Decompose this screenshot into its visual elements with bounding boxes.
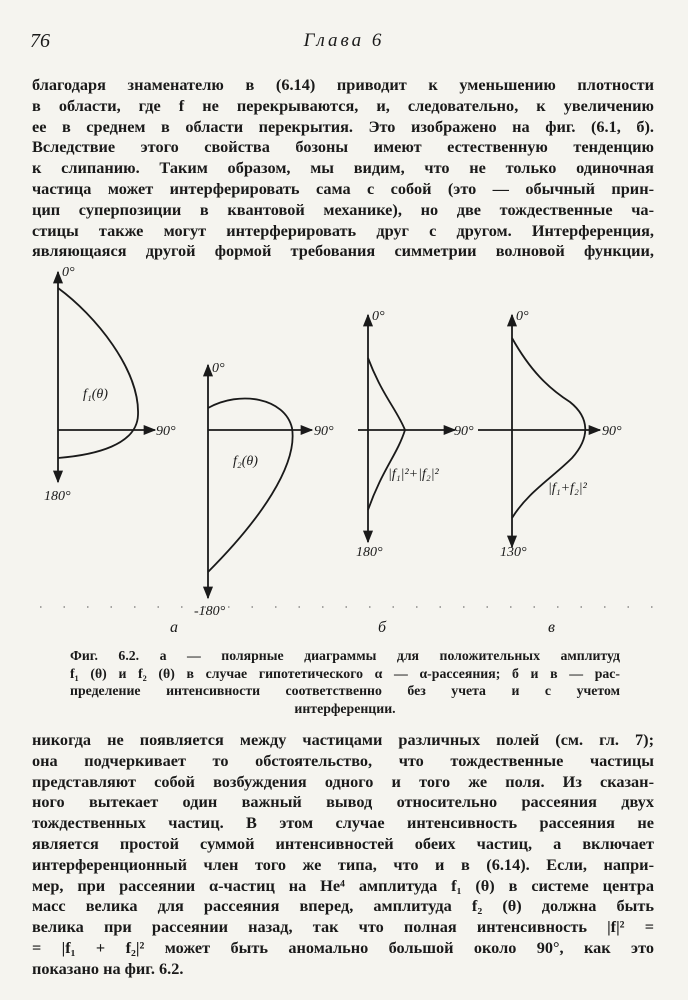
paragraph-1-line: стицы также могут интерферировать друг с другом. Интерференция, [32,220,654,240]
caption-line: Фиг. 6.2. а — полярные диаграммы для положительных амплитуд [70,648,620,663]
paragraph-2-line: мер, при рассеянии α-частиц на He⁴ амплитуда f₁ (θ) в системе центра [32,875,654,895]
label-a1-top: 0° [62,265,75,280]
paragraph-2-line: интерференционный член того же типа, что и в (6.14). Если, напри- [32,854,654,874]
label-a2-top: 0° [212,361,225,376]
running-title: Глава 6 [303,30,385,51]
paragraph-2 [32,730,654,980]
label-a1-bottom: 180° [44,489,71,504]
polar-diagram-f2 [208,365,312,598]
paragraph-2-line: ного вытекает один важный вывод относительно рассеяния двух [32,792,654,812]
curve-b [368,358,405,510]
paragraph-2-line: является простой суммой интенсивностей обеих частиц, а включает [32,833,654,853]
polar-diagram-f1 [58,272,155,482]
label-c-curve: |f₁+f₂|² [548,481,587,496]
paragraph-1-line: в области, где f не перекрываются, и, следовательно, к увеличению [32,95,654,115]
label-b-right: 90° [454,424,474,439]
paragraph-1-line: частица может интерферировать сама с собой (это — обычный прин- [32,178,654,198]
paragraph-2-line: масс велика для рассеяния вперед, амплитуда f₂ (θ) должна быть [32,896,654,916]
paragraph-1-line: цип суперпозиции в квантовой механике), но две тождественные ча- [32,199,654,219]
label-a2-right: 90° [314,424,334,439]
paragraph-2-line: показано на фиг. 6.2. [32,958,184,978]
label-b-bottom: 180° [356,545,383,560]
label-c-right: 90° [602,424,622,439]
page-number: 76 [30,30,50,52]
paragraph-1-line: к слипанию. Таким образом, мы видим, что не только одиночная [32,158,654,178]
label-c-bottom: 130° [500,545,527,560]
caption-line: интерференции. [294,700,396,716]
paragraph-2-line: никогда не появляется между частицами различных полей (см. гл. 7); [32,730,654,749]
curve-f1 [58,288,138,458]
polar-diagram-b [358,315,455,542]
label-b-curve: |f₁|²+|f₂|² [388,467,439,482]
paragraph-2-line: велика при рассеянии назад, так что полная интенсивность |f|² = [32,917,654,937]
paragraph-1-line: являющаяся другой формой требования симметрии волновой функции, [32,241,654,261]
paragraph-2-line: представляют собой возбуждения одного и того же поля. Из сказан- [32,771,654,791]
figure-6-2 [0,260,688,640]
paragraph-1-line: благодаря знаменателю в (6.14) приводит к уменьшению плотности [32,75,654,94]
polar-diagram-c [478,315,600,547]
caption-line: пределение интенсивности соответственно без учета и с учетом [70,683,620,698]
panel-letter-a: а [170,619,178,636]
paragraph-2-line: = |f₁ + f₂|² может быть аномально большой около 90°, как это [32,937,654,957]
paragraph-1-line: ее в среднем в области перекрытия. Это изображено на фиг. (6.1, б). [32,116,654,136]
paragraph-2-line: она подчеркивает то обстоятельство, что тождественные частицы [32,750,654,770]
label-c-top: 0° [516,309,529,324]
panel-letter-c: в [548,619,555,636]
panel-letter-b: б [378,619,387,636]
paragraph-1-line: Вследствие этого свойства бозоны имеют естественную тенденцию [32,137,654,157]
label-a2-bottom: -180° [194,604,226,619]
label-b-top: 0° [372,309,385,324]
label-f2: f₂(θ) [233,454,258,469]
curve-f2 [208,398,293,572]
label-a1-right: 90° [156,424,176,439]
paragraph-2-line: тождественных частиц. В этом случае интенсивность рассеяния не [32,813,654,833]
caption-line: f₁ (θ) и f₂ (θ) в случае гипотетического α — α-рассеяния; б и в — рас- [70,665,620,681]
paragraph-1 [32,75,654,262]
label-f1: f₁(θ) [83,387,108,402]
figure-caption [70,647,620,717]
